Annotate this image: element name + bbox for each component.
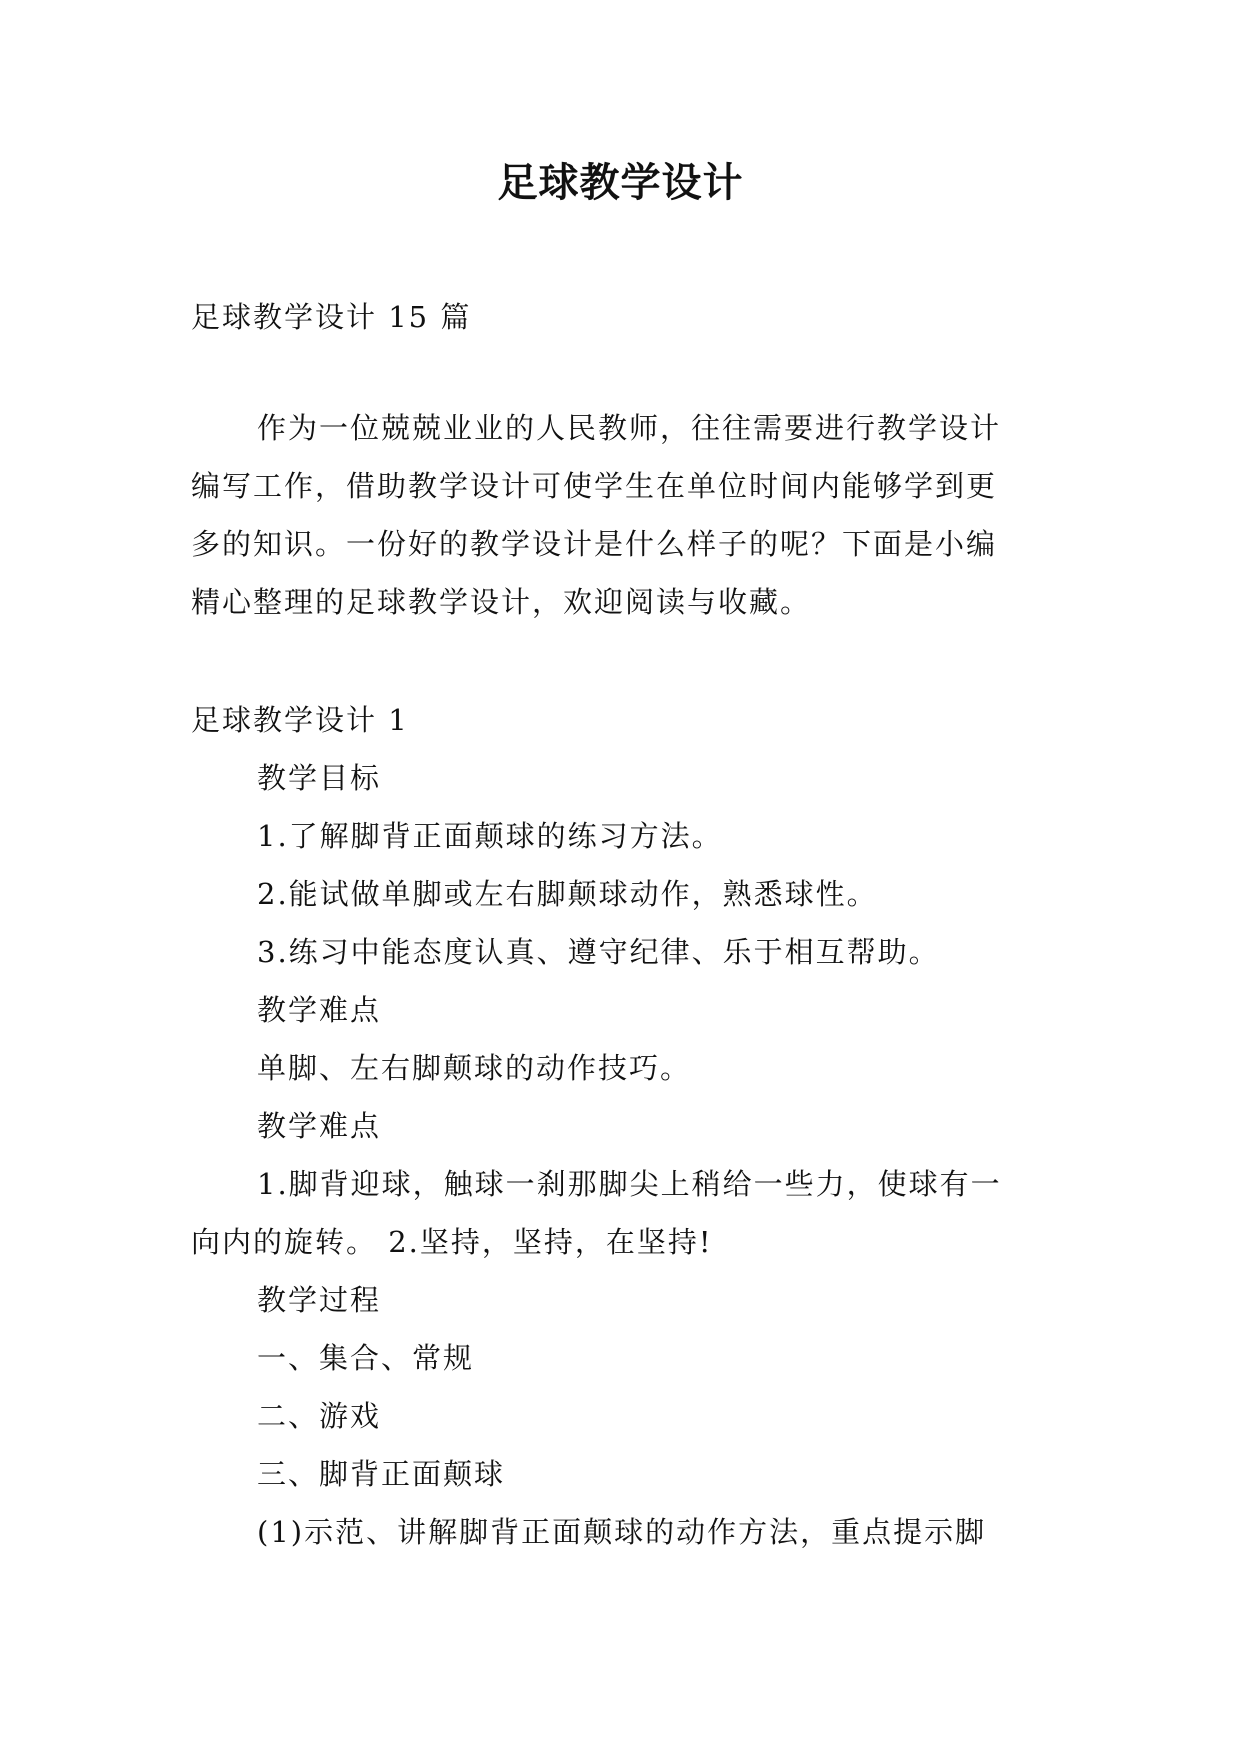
list-item: 3.练习中能态度认真、遵守纪律、乐于相互帮助。 <box>257 935 940 969</box>
subtitle-line: 足球教学设计 15 篇 <box>191 300 472 334</box>
sub-heading: 教学过程 <box>257 1283 382 1317</box>
list-item: 1.脚背迎球，触球一刹那脚尖上稍给一些力，使球有一 <box>257 1167 1002 1201</box>
paragraph-line: (1)示范、讲解脚背正面颠球的动作方法，重点提示脚 <box>257 1515 987 1549</box>
paragraph-line: 精心整理的足球教学设计，欢迎阅读与收藏。 <box>191 585 812 619</box>
section-heading: 足球教学设计 1 <box>191 703 409 737</box>
paragraph-line: 向内的旋转。 2.坚持，坚持，在坚持! <box>191 1225 713 1259</box>
list-item: 二、游戏 <box>257 1399 382 1433</box>
paragraph-line: 多的知识。一份好的教学设计是什么样子的呢？下面是小编 <box>191 527 998 561</box>
sub-heading: 教学难点 <box>257 993 382 1027</box>
document-title: 足球教学设计 <box>497 159 744 206</box>
paragraph-line: 作为一位兢兢业业的人民教师，往往需要进行教学设计 <box>257 411 1002 445</box>
list-item: 一、集合、常规 <box>257 1341 475 1375</box>
list-item: 1.了解脚背正面颠球的练习方法。 <box>257 819 723 853</box>
paragraph-line: 单脚、左右脚颠球的动作技巧。 <box>257 1051 692 1085</box>
sub-heading: 教学难点 <box>257 1109 382 1143</box>
list-item: 2.能试做单脚或左右脚颠球动作，熟悉球性。 <box>257 877 878 911</box>
sub-heading: 教学目标 <box>257 761 382 795</box>
paragraph-line: 编写工作，借助教学设计可使学生在单位时间内能够学到更 <box>191 469 998 503</box>
list-item: 三、脚背正面颠球 <box>257 1457 506 1491</box>
